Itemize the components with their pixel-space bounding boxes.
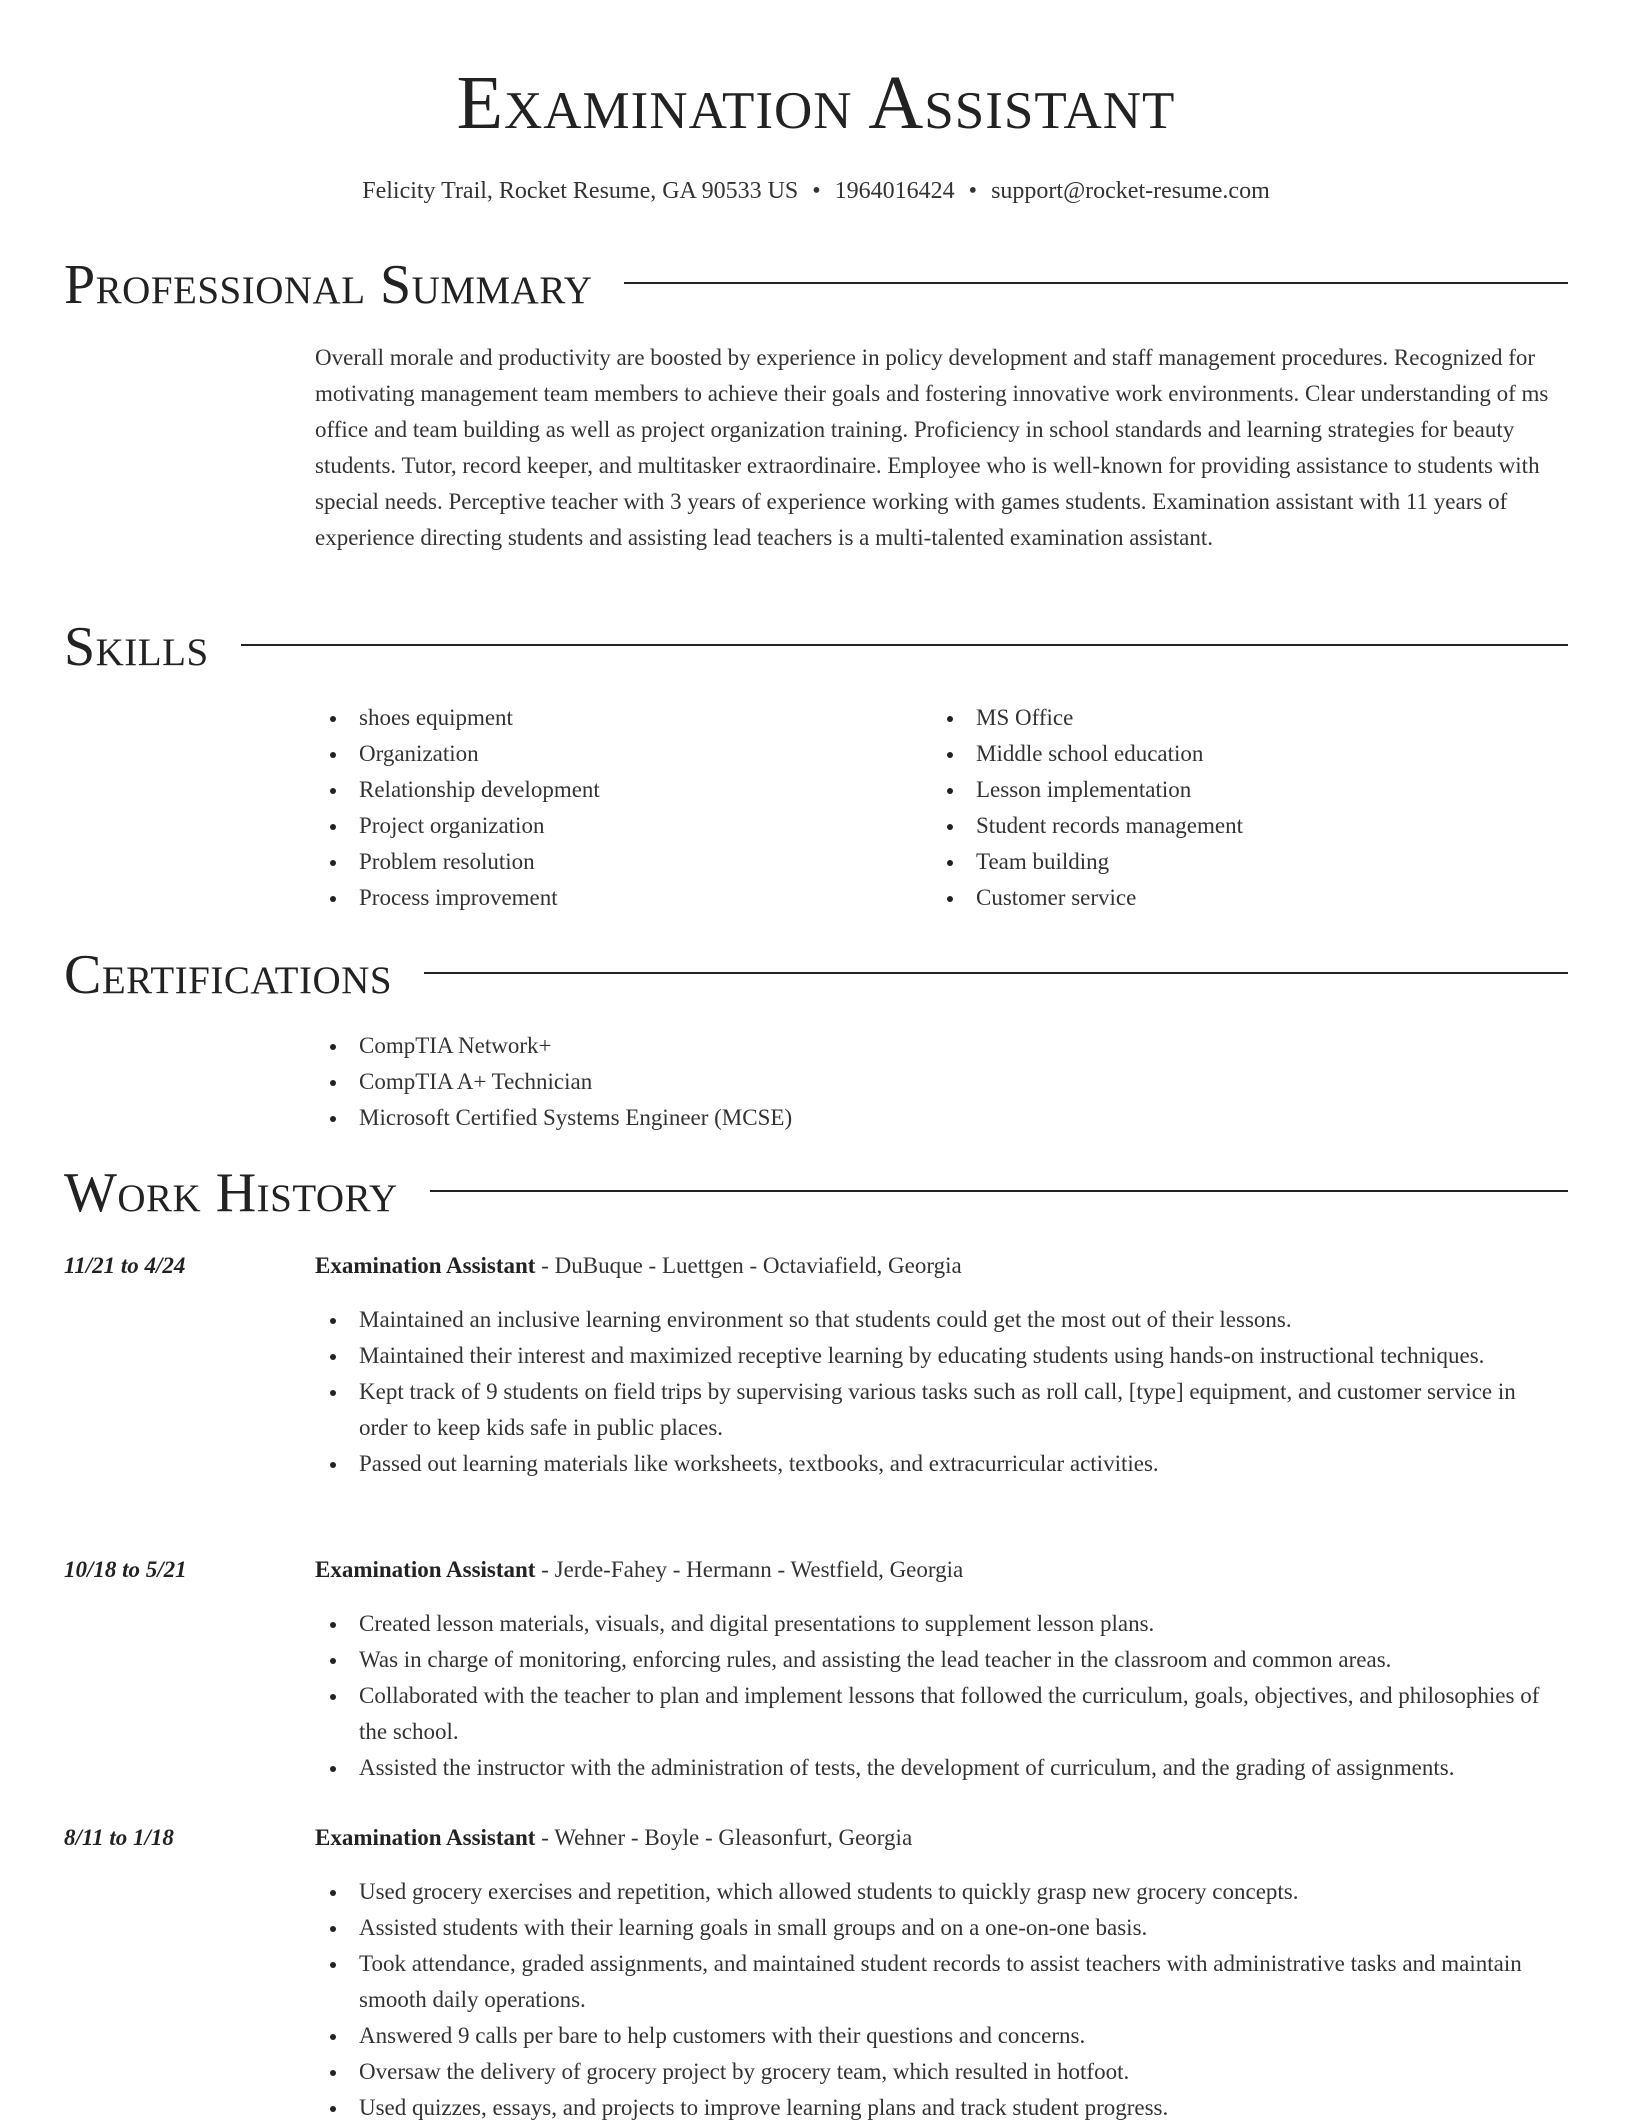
job-role: Examination Assistant	[315, 1825, 536, 1850]
contact-email[interactable]: support@rocket-resume.com	[991, 178, 1270, 204]
job-dates: 11/21 to 4/24	[64, 1253, 186, 1278]
job-bullet: Answered 9 calls per bare to help customers with their questions and concerns.	[315, 2018, 1568, 2054]
certifications-section-title: Certifications	[64, 944, 393, 1006]
skill-item: shoes equipment	[315, 700, 915, 736]
contact-address: Felicity Trail, Rocket Resume, GA 90533 US	[362, 178, 799, 204]
certification-item: Microsoft Certified Systems Engineer (MCSE)	[315, 1100, 1515, 1136]
job-role: Examination Assistant	[315, 1557, 536, 1582]
job-bullets	[315, 1606, 1568, 1786]
skill-item: Middle school education	[932, 736, 1532, 772]
job-bullet: Kept track of 9 students on field trips by supervising various tasks such as roll call, [type] equipment, and customer service in order to keep kids safe in public places.	[315, 1374, 1568, 1446]
skill-item: Organization	[315, 736, 915, 772]
skills-section-header	[64, 615, 1568, 679]
job-employer: - DuBuque - Luettgen - Octaviafield, Georgia	[535, 1253, 962, 1278]
summary-section-header	[64, 253, 1568, 317]
job-bullet: Used quizzes, essays, and projects to improve learning plans and track student progress.	[315, 2090, 1568, 2126]
job-employer: - Wehner - Boyle - Gleasonfurt, Georgia	[535, 1825, 913, 1850]
section-divider	[424, 972, 1568, 974]
resume-name: Examination Assistant	[456, 61, 1176, 145]
skill-item: Team building	[932, 844, 1532, 880]
job-bullet: Was in charge of monitoring, enforcing rules, and assisting the lead teacher in the classroom and common areas.	[315, 1642, 1568, 1678]
skill-item: Problem resolution	[315, 844, 915, 880]
job-bullet: Passed out learning materials like worksheets, textbooks, and extracurricular activities.	[315, 1446, 1568, 1482]
section-divider	[241, 644, 1568, 646]
work-history-section-header	[64, 1161, 1568, 1225]
contact-line	[0, 176, 1632, 206]
skills-section-title: Skills	[64, 616, 209, 678]
job-dates: 8/11 to 1/18	[64, 1825, 174, 1850]
section-divider	[624, 282, 1568, 284]
certifications-list	[315, 1028, 1515, 1136]
skills-list-right	[932, 700, 1532, 916]
certification-item: CompTIA Network+	[315, 1028, 1515, 1064]
job-role: Examination Assistant	[315, 1253, 536, 1278]
job-bullets	[315, 1874, 1568, 2126]
skill-item: Project organization	[315, 808, 915, 844]
contact-separator: •	[968, 178, 978, 204]
job-bullet: Assisted the instructor with the administration of tests, the development of curriculum, and the grading of assignments.	[315, 1750, 1568, 1786]
summary-text: Overall morale and productivity are boosted by experience in policy development and staff management procedures. Recognized for motivating management team members to achieve their goals and fostering innovative work environments. Clear understanding of ms office and team building as well as project organization training. Proficiency in school standards and learning strategies for beauty students. Tutor, record keeper, and multitasker extraordinaire. Employee who is well-known for providing assistance to students with special needs. Perceptive teacher with 3 years of experience working with games students. Examination assistant with 11 years of experience directing students and assisting lead teachers is a multi-talented examination assistant.	[315, 345, 1549, 550]
certification-item: CompTIA A+ Technician	[315, 1064, 1515, 1100]
certifications-section-header	[64, 943, 1568, 1007]
job-bullet: Oversaw the delivery of grocery project by grocery team, which resulted in hotfoot.	[315, 2054, 1568, 2090]
skill-item: Relationship development	[315, 772, 915, 808]
job-bullet: Assisted students with their learning goals in small groups and on a one-on-one basis.	[315, 1910, 1568, 1946]
job-dates: 10/18 to 5/21	[64, 1557, 187, 1582]
section-divider	[430, 1190, 1568, 1192]
skills-list-left	[315, 700, 915, 916]
skill-item: Process improvement	[315, 880, 915, 916]
job-bullet: Collaborated with the teacher to plan and implement lessons that followed the curriculum, goals, objectives, and philosophies of the school.	[315, 1678, 1568, 1750]
work-history-section-title: Work History	[64, 1162, 398, 1224]
summary-section-title: Professional Summary	[64, 254, 593, 316]
contact-phone: 1964016424	[834, 178, 955, 204]
skill-item: Customer service	[932, 880, 1532, 916]
job-bullet: Took attendance, graded assignments, and maintained student records to assist teachers with administrative tasks and maintain smooth daily operations.	[315, 1946, 1568, 2018]
skill-item: Student records management	[932, 808, 1532, 844]
job-title-line	[315, 1552, 1568, 1588]
job-bullet: Used grocery exercises and repetition, which allowed students to quickly grasp new grocery concepts.	[315, 1874, 1568, 1910]
contact-separator: •	[812, 178, 821, 204]
skill-item: Lesson implementation	[932, 772, 1532, 808]
job-title-line	[315, 1820, 1568, 1856]
job-title-line	[315, 1248, 1568, 1284]
job-employer: - Jerde-Fahey - Hermann - Westfield, Georgia	[535, 1557, 964, 1582]
job-bullet: Maintained their interest and maximized receptive learning by educating students using hands-on instructional techniques.	[315, 1338, 1568, 1374]
job-bullet: Created lesson materials, visuals, and digital presentations to supplement lesson plans.	[315, 1606, 1568, 1642]
job-bullets	[315, 1302, 1568, 1482]
job-bullet: Maintained an inclusive learning environment so that students could get the most out of their lessons.	[315, 1302, 1568, 1338]
skill-item: MS Office	[932, 700, 1532, 736]
